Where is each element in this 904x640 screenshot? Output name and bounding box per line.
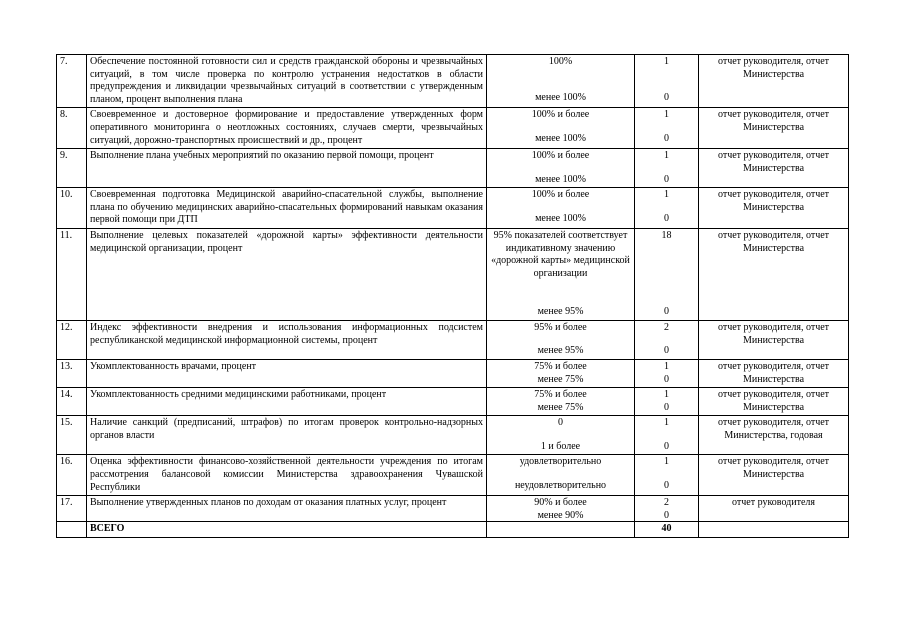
criteria-cell (487, 228, 635, 320)
criteria-met: 95% и более (534, 321, 587, 333)
criteria-not-met: менее 95% (537, 306, 584, 318)
criteria-met: 90% и более (534, 497, 587, 509)
row-number: 10. (57, 188, 87, 229)
score-cell (635, 149, 699, 188)
total-label: ВСЕГО (87, 522, 487, 538)
score-cell (635, 228, 699, 320)
score-min: 0 (664, 306, 669, 318)
score-min: 0 (664, 440, 669, 452)
table-row (57, 108, 849, 149)
table-row (57, 359, 849, 387)
indicator-name: Наличие санкций (предписаний, штрафов) по итогам проверок контрольно-надзорных органов власти (87, 416, 487, 455)
score-cell (635, 320, 699, 359)
score-min: 0 (664, 92, 669, 104)
score-cell (635, 416, 699, 455)
total-empty-cell (487, 522, 635, 538)
indicator-name: Выполнение утвержденных планов по доходам от оказания платных услуг, процент (87, 496, 487, 522)
criteria-not-met: менее 100% (535, 173, 586, 185)
score-max: 18 (661, 229, 672, 241)
row-number: 9. (57, 149, 87, 188)
row-number: 17. (57, 496, 87, 522)
row-number: 7. (57, 55, 87, 108)
row-number: 13. (57, 359, 87, 387)
criteria-not-met: менее 100% (535, 92, 586, 104)
table-row (57, 496, 849, 522)
score-max: 1 (664, 360, 669, 372)
total-value: 40 (635, 522, 699, 538)
criteria-met: 75% и более (534, 389, 587, 401)
criteria-cell (487, 496, 635, 522)
indicator-name: Индекс эффективности внедрения и использования информационных подсистем республиканской медицинской информационной системы, процент (87, 320, 487, 359)
table-row (57, 416, 849, 455)
indicators-table (56, 54, 849, 538)
table-row (57, 320, 849, 359)
score-min: 0 (664, 373, 669, 385)
score-min: 0 (664, 132, 669, 144)
criteria-cell (487, 108, 635, 149)
table-row (57, 455, 849, 496)
criteria-cell (487, 320, 635, 359)
criteria-not-met: менее 90% (537, 509, 584, 521)
row-number: 14. (57, 388, 87, 416)
score-max: 1 (664, 56, 669, 67)
row-number: 12. (57, 320, 87, 359)
score-max: 2 (664, 321, 669, 333)
criteria-cell (487, 416, 635, 455)
criteria-not-met: менее 75% (537, 401, 584, 413)
indicator-name: Обеспечение постоянной готовности сил и средств гражданской обороны и чрезвычайных ситуаций, в том числе проверка по контролю устранения недостатков в области предупреждения и ликвидации чрезвычайных ситуаций в соответствии с утвержденным планом, процент выполнения плана (87, 55, 487, 108)
score-min: 0 (664, 212, 669, 224)
criteria-not-met: менее 100% (535, 132, 586, 144)
criteria-cell (487, 149, 635, 188)
data-source: отчет руководителя, отчет Министерства (699, 188, 849, 229)
criteria-not-met: менее 95% (537, 345, 584, 357)
criteria-cell (487, 55, 635, 108)
score-cell (635, 496, 699, 522)
score-min: 0 (664, 509, 669, 521)
criteria-cell (487, 455, 635, 496)
score-min: 0 (664, 345, 669, 357)
data-source: отчет руководителя, отчет Министерства (699, 359, 849, 387)
score-cell (635, 455, 699, 496)
indicator-name: Укомплектованность средними медицинскими работниками, процент (87, 388, 487, 416)
score-max: 1 (664, 189, 669, 201)
row-number: 15. (57, 416, 87, 455)
criteria-cell (487, 388, 635, 416)
score-max: 1 (664, 150, 669, 162)
total-empty-cell (57, 522, 87, 538)
score-cell (635, 188, 699, 229)
data-source: отчет руководителя, отчет Министерства (699, 228, 849, 320)
row-number: 8. (57, 108, 87, 149)
table-row (57, 228, 849, 320)
score-min: 0 (664, 173, 669, 185)
indicator-name: Укомплектованность врачами, процент (87, 359, 487, 387)
table-row (57, 388, 849, 416)
row-number: 16. (57, 455, 87, 496)
criteria-met: 0 (558, 417, 563, 429)
score-max: 1 (664, 456, 669, 468)
score-min: 0 (664, 479, 669, 491)
table-row (57, 188, 849, 229)
data-source: отчет руководителя (699, 496, 849, 522)
score-max: 1 (664, 389, 669, 401)
score-max: 1 (664, 109, 669, 121)
data-source: отчет руководителя, отчет Министерства (699, 455, 849, 496)
criteria-met: 100% и более (531, 189, 590, 201)
data-source: отчет руководителя, отчет Министерства, годовая (699, 416, 849, 455)
data-source: отчет руководителя, отчет Министерства (699, 320, 849, 359)
data-source: отчет руководителя, отчет Министерства (699, 388, 849, 416)
criteria-not-met: менее 100% (535, 212, 586, 224)
criteria-met: 100% (548, 56, 573, 67)
score-cell (635, 359, 699, 387)
table-row (57, 55, 849, 108)
criteria-not-met: неудовлетворительно (514, 479, 607, 491)
indicator-name: Своевременное и достоверное формирование и предоставление утвержденных форм оперативного мониторинга о неотложных состояниях, случаев смерти, чрезвычайных ситуаций, дорожно-транспортных происшествий и др., процент (87, 108, 487, 149)
score-min: 0 (664, 401, 669, 413)
criteria-met: 95% показателей соответствует индикативному значению «дорожной карты» медицинской организации (491, 229, 630, 279)
score-cell (635, 55, 699, 108)
data-source: отчет руководителя, отчет Министерства (699, 149, 849, 188)
data-source: отчет руководителя, отчет Министерства (699, 55, 849, 108)
table-row (57, 149, 849, 188)
row-number: 11. (57, 228, 87, 320)
criteria-not-met: 1 и более (540, 440, 581, 452)
criteria-met: удовлетворительно (519, 456, 602, 468)
criteria-met: 75% и более (534, 360, 587, 372)
indicator-name: Оценка эффективности финансово-хозяйственной деятельности учреждения по итогам рассмотрения балансовой комиссии Министерства здравоохранения Чувашской Республики (87, 455, 487, 496)
score-max: 1 (664, 417, 669, 429)
score-cell (635, 108, 699, 149)
data-source: отчет руководителя, отчет Министерства (699, 108, 849, 149)
total-empty-cell (699, 522, 849, 538)
indicator-name: Своевременная подготовка Медицинской аварийно-спасательной службы, выполнение плана по обучению медицинских аварийно-спасательных формирований навыкам оказания первой помощи при ДТП (87, 188, 487, 229)
criteria-cell (487, 188, 635, 229)
indicator-name: Выполнение плана учебных мероприятий по оказанию первой помощи, процент (87, 149, 487, 188)
criteria-cell (487, 359, 635, 387)
criteria-met: 100% и более (531, 150, 590, 162)
criteria-not-met: менее 75% (537, 373, 584, 385)
criteria-met: 100% и более (531, 109, 590, 121)
indicator-name: Выполнение целевых показателей «дорожной карты» эффективности деятельности медицинской организации, процент (87, 228, 487, 320)
score-cell (635, 388, 699, 416)
score-max: 2 (664, 497, 669, 509)
total-row (57, 522, 849, 538)
